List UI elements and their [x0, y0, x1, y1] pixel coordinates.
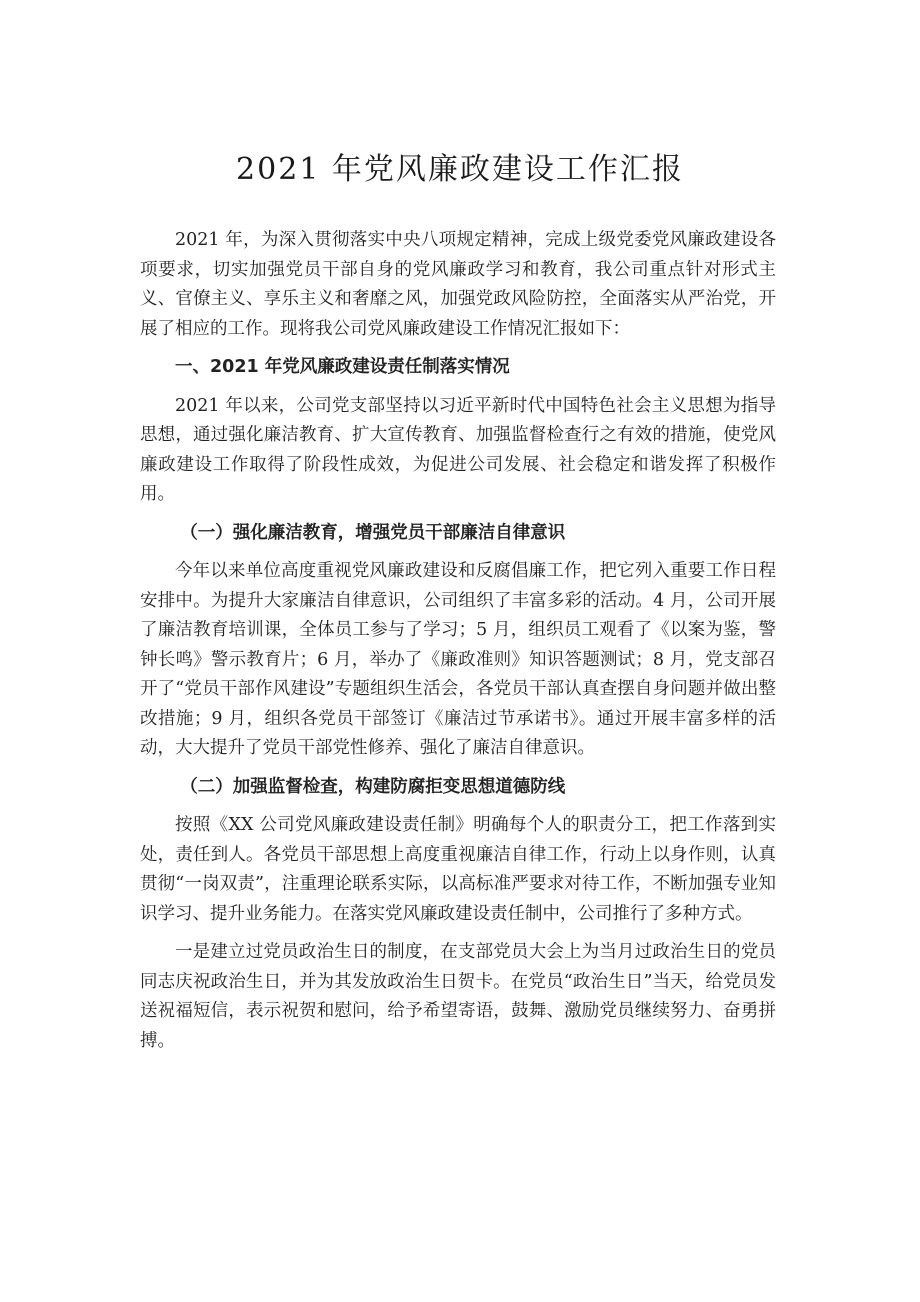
subsection-1-paragraph: 今年以来单位高度重视党风廉政建设和反腐倡廉工作，把它列入重要工作日程安排中。为提升大家廉洁自律意识，公司组织了丰富多彩的活动。4 月，公司开展了廉洁教育培训课，全体员工参与了学习；5 月，组织员工观看了《以案为鉴，警钟长鸣》警示教育片；6 月，举办了《廉政准则》知识答题测试；8 月，党支部召开了“党员干部作风建设”专题组织生活会，各党员干部认真查摆自身问题并做出整改措施；9 月，组织各党员干部签订《廉洁过节承诺书》。通过开展丰富多样的活动，大大提升了党员干部党性修养、强化了廉洁自律意识。 [140, 561, 776, 758]
document-title: 2021 年党风廉政建设工作汇报 [236, 152, 684, 187]
subsection-heading-1: （一）强化廉洁教育，增强党员干部廉洁自律意识 [180, 522, 566, 543]
subsection-2-point-1-paragraph: 一是建立过党员政治生日的制度，在支部党员大会上为当月过政治生日的党员同志庆祝政治生日，并为其发放政治生日贺卡。在党员“政治生日”当天，给党员发送祝福短信，表示祝贺和慰问，给予希望寄语，鼓舞、激励党员继续努力、奋勇拼搏。 [140, 942, 776, 1051]
subsection-heading-2: （二）加强监督检查，构建防腐拒变思想道德防线 [180, 776, 566, 797]
subsection-2-paragraph: 按照《XX 公司党风廉政建设责任制》明确每个人的职责分工，把工作落到实处，责任到人。各党员干部思想上高度重视廉洁自律工作，行动上以身作则，认真贯彻“一岗双责”，注重理论联系实际，以高标准严要求对待工作，不断加强专业知识学习、提升业务能力。在落实党风廉政建设责任制中，公司推行了多种方式。 [140, 815, 776, 924]
intro-paragraph: 2021 年，为深入贯彻落实中央八项规定精神，完成上级党委党风廉政建设各项要求，切实加强党员干部自身的党风廉政学习和教育，我公司重点针对形式主义、官僚主义、享乐主义和奢靡之风，加强党政风险防控，全面落实从严治党，开展了相应的工作。现将我公司党风廉政建设工作情况汇报如下： [140, 230, 776, 339]
document-body [140, 226, 776, 1065]
section-heading-1: 一、2021 年党风廉政建设责任制落实情况 [175, 357, 510, 377]
section-1-paragraph: 2021 年以来，公司党支部坚持以习近平新时代中国特色社会主义思想为指导思想，通过强化廉洁教育、扩大宣传教育、加强监督检查行之有效的措施，使党风廉政建设工作取得了阶段性成效，为促进公司发展、社会稳定和谐发挥了积极作用。 [140, 395, 776, 504]
